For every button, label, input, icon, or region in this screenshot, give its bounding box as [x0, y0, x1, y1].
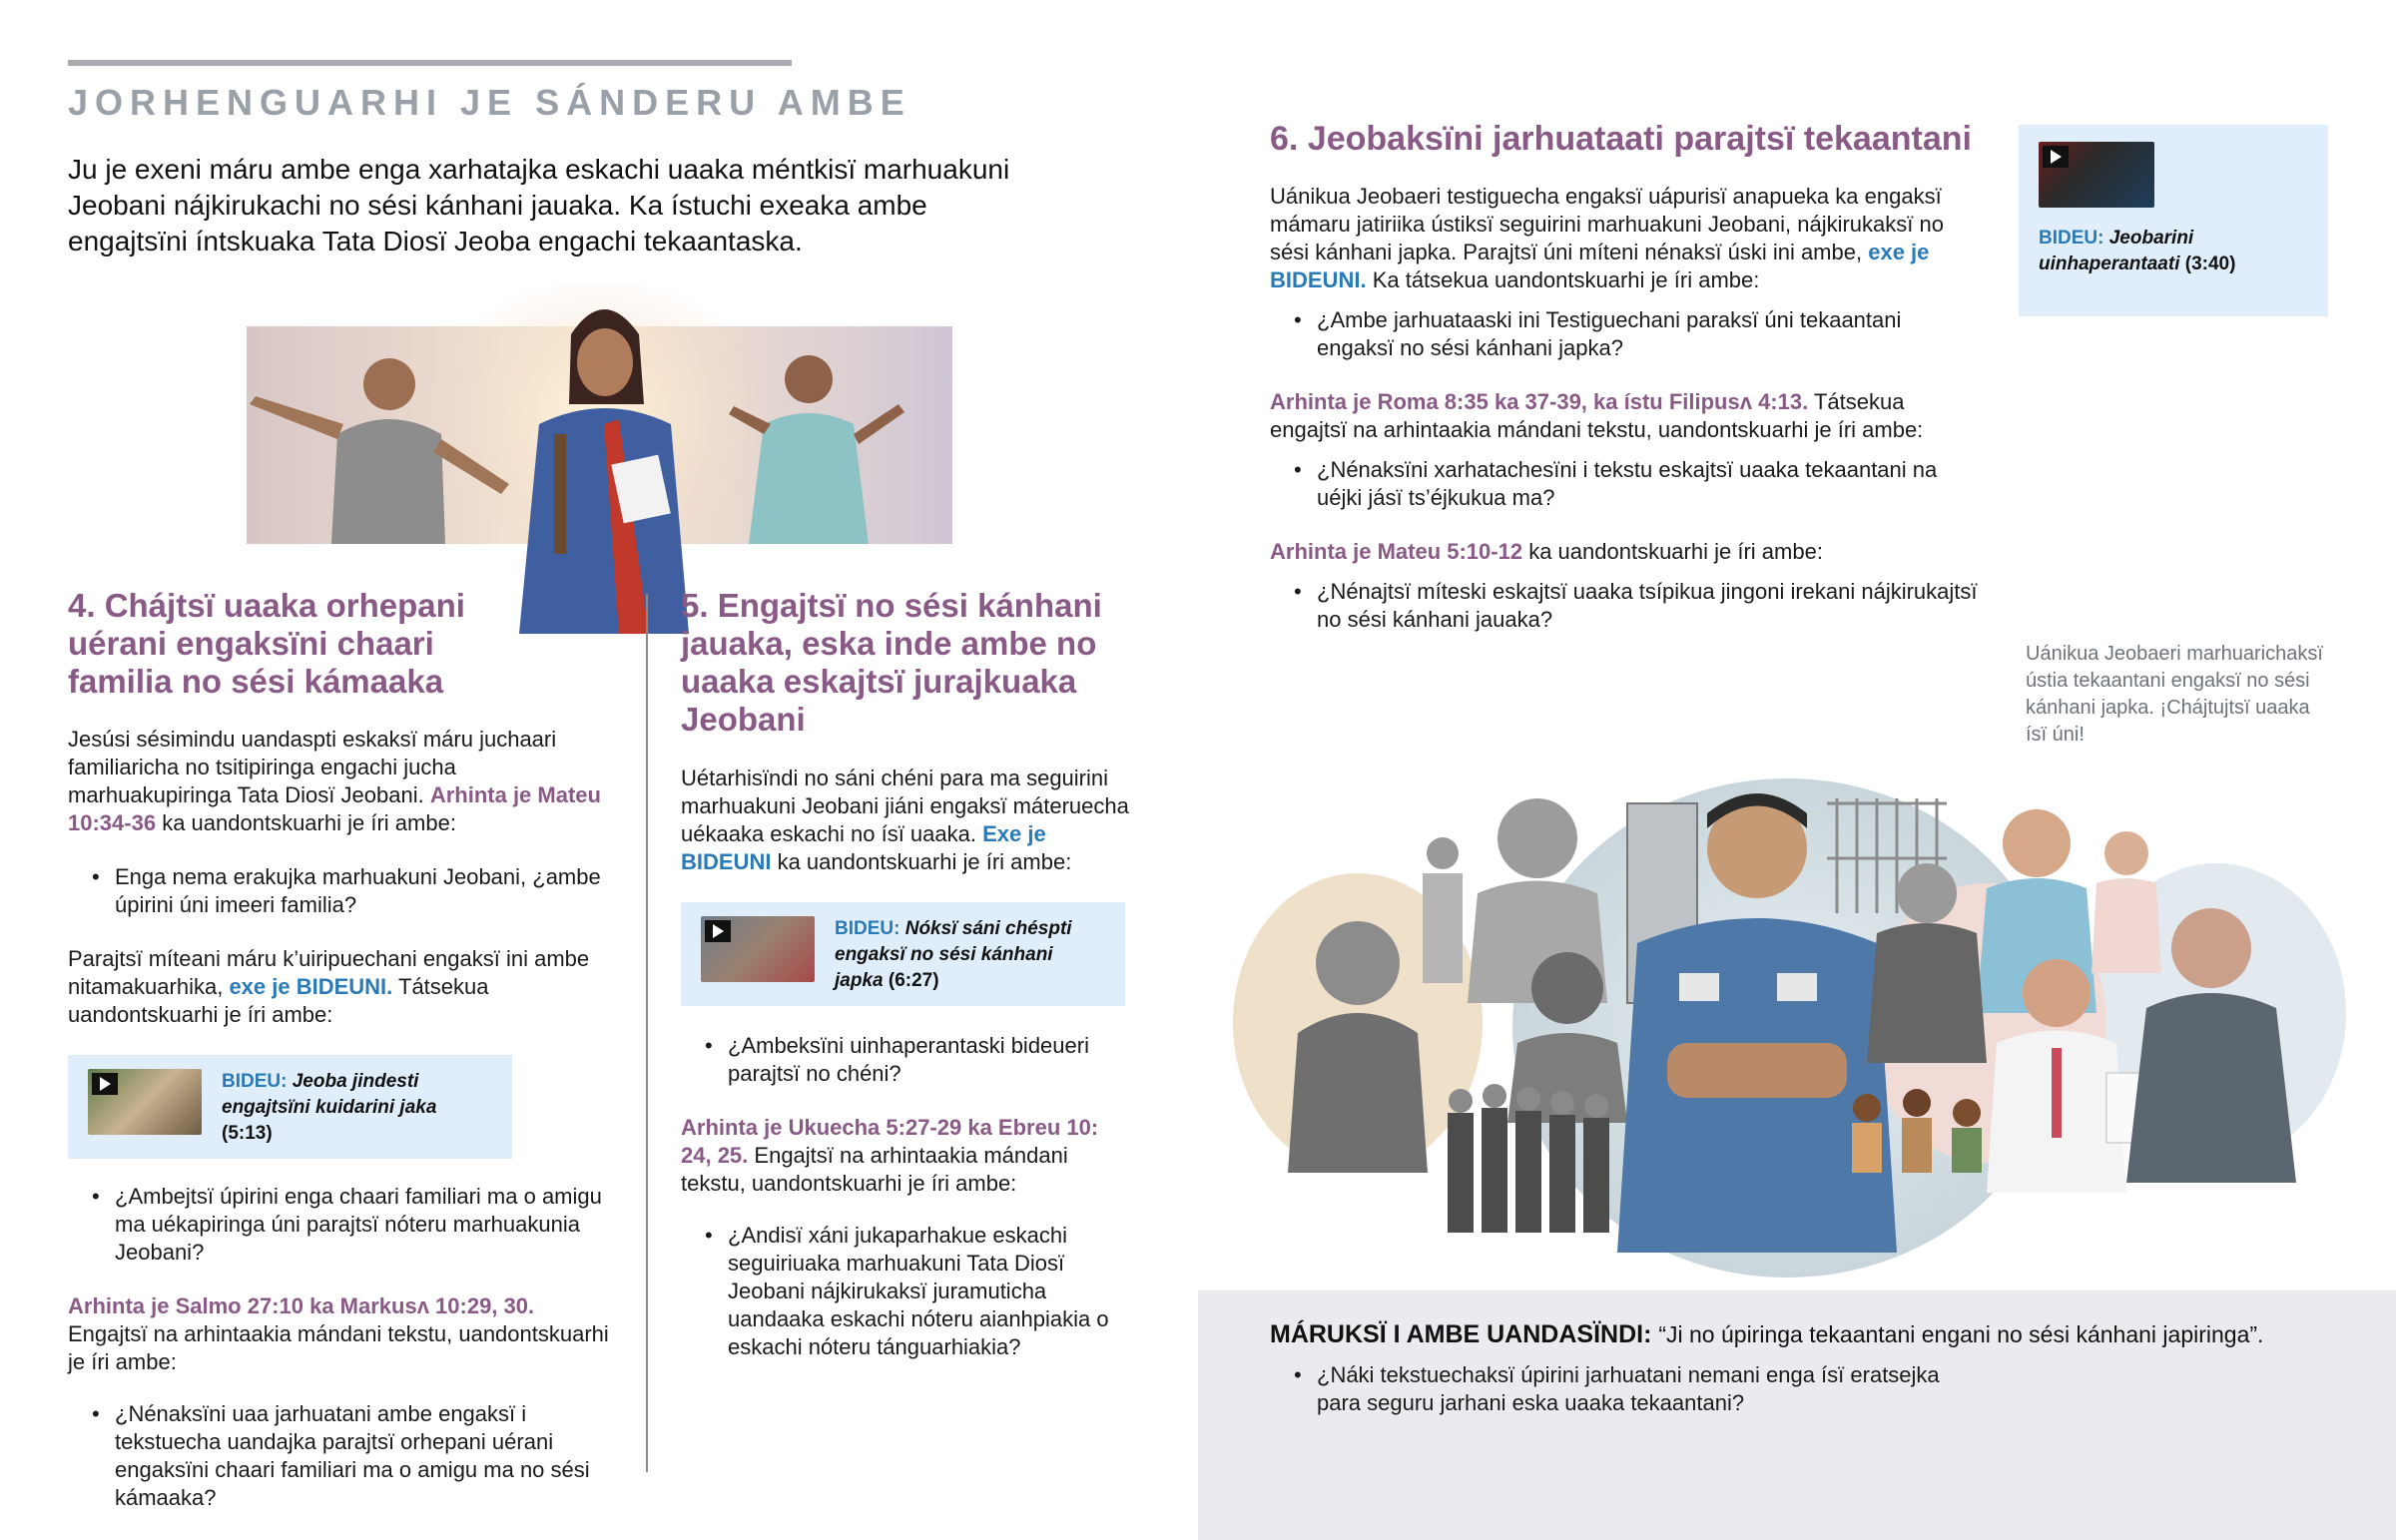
summary-heading — [1270, 1317, 2368, 1351]
question-item: • ¿Nénaksïni xarhatachesïni i tekstu eskajtsï uaaka tekaantani na uéjki jásï ts’éjkukua ma? — [1270, 456, 1979, 512]
video-link[interactable]: Exe je BIDEUNI — [681, 821, 1046, 874]
play-icon[interactable] — [2043, 146, 2069, 168]
column-divider — [646, 594, 648, 1472]
question-item: • ¿Ambejtsï úpirini enga chaari familiari ma o amigu ma uékapiringa úni parajtsï nóteru marhuakunia Jeobani? — [68, 1183, 612, 1267]
video-thumbnail[interactable] — [88, 1069, 202, 1135]
question-item: • ¿Nénaksïni uaa jarhuatani ambe engaksï i tekstuecha uandajka parajtsï orhepani uérani engaksïni chaari familiari ma o amigu ma no sési kámaaka? — [68, 1400, 612, 1512]
video-caption — [222, 1069, 491, 1147]
video-duration: (5:13) — [222, 1123, 273, 1144]
scripture-ref-mateu-5[interactable]: Arhinta je Mateu 5:10-12 — [1270, 539, 1523, 564]
section4-paragraph-2 — [68, 945, 612, 1029]
section4-questions-3 — [68, 1400, 612, 1512]
video-link[interactable]: exe je BIDEUNI. — [1270, 240, 1930, 292]
video-label: BIDEU: — [835, 918, 900, 939]
summary-label: MÁRUKSÏ I AMBE UANDASÏNDI: — [1270, 1320, 1652, 1348]
section-top-rule — [68, 60, 792, 66]
video-link[interactable]: exe je BIDEUNI. — [229, 974, 393, 999]
play-icon[interactable] — [705, 920, 731, 942]
video-card-noksi-sani[interactable] — [681, 902, 1125, 1006]
scripture-ref-ukuecha-5[interactable]: Arhinta je Ukuecha 5:27-29 ka Ebreu 10: 24, 25. — [681, 1115, 1099, 1168]
video-caption — [2039, 226, 2308, 277]
section6-questions-3 — [1270, 578, 1979, 634]
question-item: • Enga nema erakujka marhuakuni Jeobani, ¿ambe úpirini úni imeeri familia? — [68, 863, 612, 919]
section6-paragraph-1 — [1270, 183, 1979, 294]
section6-questions-2 — [1270, 456, 1979, 512]
section6-paragraph-3 — [1270, 538, 1979, 566]
section5-paragraph-1 — [681, 765, 1130, 876]
illustration-caption: Uánikua Jeobaeri marhuarichaksï ústia tekaantani engaksï no sési kánhani japka. ¡Chájtujtsï uaaka ísï úni! — [2026, 643, 2323, 746]
video-label: BIDEU: — [2039, 228, 2104, 249]
scripture-ref-salmo-27[interactable]: Arhinta je Salmo 27:10 ka Markusʌ 10:29, 30. — [68, 1293, 535, 1318]
video-caption — [835, 916, 1104, 994]
summary-questions — [1270, 1361, 1989, 1417]
video-duration: (3:40) — [2184, 254, 2236, 274]
section6-questions-1 — [1270, 306, 1979, 362]
section5-p1-after: ka uandontskuarhi je íri ambe: — [777, 849, 1072, 874]
question-item: • ¿Náki tekstuechaksï úpirini jarhuatani nemani enga ísï eratsejka para seguru jarhani eska uaaka tekaantani? — [1270, 1361, 1989, 1417]
question-item: • ¿Ambe jarhuataaski ini Testiguechani paraksï úni tekaantani engaksï no sési kánhani japka? — [1270, 306, 1979, 362]
family-illustration — [220, 284, 958, 634]
section6-p3-after: ka uandontskuarhi je íri ambe: — [1528, 539, 1823, 564]
section6-column — [1270, 183, 1979, 634]
section6-p1-after: Ka tátsekua uandontskuarhi je íri ambe: — [1372, 267, 1760, 292]
video-title: Jeobarini uinhaperantaati — [2039, 228, 2194, 274]
video-title: Nóksï sáni chéspti engaksï no sési kánhani japka — [835, 918, 1072, 991]
section4-questions-2 — [68, 1183, 612, 1267]
section4-questions-1 — [68, 863, 612, 919]
question-item: • ¿Nénajtsï míteski eskajtsï uaaka tsípikua jingoni irekani nájkirukajtsï no sési kánhani jauaka? — [1270, 578, 1979, 634]
section4-p2-after: Tátsekua uandontskuarhi je íri ambe: — [68, 974, 489, 1027]
section6-p2-after: Tátsekua engajtsï na arhintaakia mándani tekstu, uandontskuarhi je íri ambe: — [1270, 389, 1924, 442]
section4-p3-after: Engajtsï na arhintaakia mándani tekstu, uandontskuarhi je íri ambe: — [68, 1321, 609, 1374]
play-icon[interactable] — [92, 1073, 118, 1095]
video-title: Jeoba jindesti engajtsïni kuidarini jaka — [222, 1071, 437, 1118]
section4-title: 4. Chájtsï uaaka orhepani uérani engaksïni chaari familia no sési kámaaka — [68, 587, 465, 700]
video-card-jeoba-jindesti[interactable] — [68, 1055, 512, 1159]
video-label: BIDEU: — [222, 1071, 288, 1092]
summary-content — [1270, 1317, 2368, 1417]
question-item: • ¿Andisï xáni jukaparhakue eskachi seguiriuaka marhuakuni Tata Diosï Jeobani nájkirukaksï juramuticha uandaaka eskachi nóteru aianhpiakia o eskachi nóteru tánguarhiakia? — [681, 1222, 1130, 1361]
section5-column — [681, 765, 1130, 1361]
section4-column — [68, 726, 612, 1512]
section4-p1-after: ka uandontskuarhi je íri ambe: — [162, 810, 456, 835]
section5-p2-after: Engajtsï na arhintaakia mándani tekstu, uandontskuarhi je íri ambe: — [681, 1143, 1068, 1196]
video-thumbnail[interactable] — [701, 916, 815, 982]
video-duration: (6:27) — [888, 970, 939, 991]
scripture-ref-mateu-10[interactable]: Arhinta je Mateu 10:34-36 — [68, 782, 601, 835]
section5-p1-text: Uétarhisïndi no sáni chéni para ma seguirini marhuakuni Jeobani jiáni engaksï máteruecha uékaaka eskachi no ísï uaaka. — [681, 766, 1129, 846]
section5-questions-1 — [681, 1032, 1130, 1088]
section6-paragraph-2 — [1270, 388, 1979, 444]
section-heading: JORHENGUARHI JE SÁNDERU AMBE — [68, 82, 911, 123]
section6-title: 6. Jeobaksïni jarhuataati parajtsï tekaantani — [1270, 120, 1972, 158]
witnesses-collage-illustration — [1228, 773, 2356, 1283]
section4-paragraph-3 — [68, 1292, 612, 1376]
summary-quote: “Ji no úpiringa tekaantani engani no sési kánhani japiringa”. — [1658, 1321, 2264, 1347]
section4-p2-text: Parajtsï míteani máru k’uiripuechani engaksï ini ambe nitamakuarhika, — [68, 946, 590, 999]
video-thumbnail[interactable] — [2039, 142, 2154, 208]
intro-paragraph: Ju je exeni máru ambe enga xarhatajka eskachi uaaka méntkisï marhuakuni Jeobani nájkirukachi no sési kánhani jauaka. Ka ístuchi exeaka ambe engajtsïni íntskuaka Tata Diosï Jeoba engachi tekaantaska. — [68, 154, 1010, 257]
section4-p1-text: Jesúsi sésimindu uandaspti eskaksï máru juchaari familiaricha no tsitipiringa engachi jucha marhuakupiringa Tata Diosï Jeobani. — [68, 727, 557, 807]
section5-paragraph-2 — [681, 1114, 1130, 1198]
section4-paragraph-1 — [68, 726, 612, 837]
section6-p1-text: Uánikua Jeobaeri testiguecha engaksï uápurisï anapueka ka engaksï mámaru jatiriika ústiksï seguirini marhuakuni Jeobani, nájkirukaksï no sési kánhani japka. Parajtsï úni míteni nénaksï úski ini ambe, — [1270, 184, 1944, 264]
section5-title: 5. Engajtsï no sési kánhani jauaka, eska inde ambe no uaaka eskajtsï jurajkuaka Jeobani — [681, 587, 1102, 738]
scripture-ref-roma-8[interactable]: Arhinta je Roma 8:35 ka 37-39, ka ístu Filipusʌ 4:13. — [1270, 389, 1809, 414]
question-item: • ¿Ambeksïni uinhaperantaski bideueri parajtsï no chéni? — [681, 1032, 1130, 1088]
section5-questions-2 — [681, 1222, 1130, 1361]
video-card-jeobarini[interactable] — [2019, 125, 2328, 316]
